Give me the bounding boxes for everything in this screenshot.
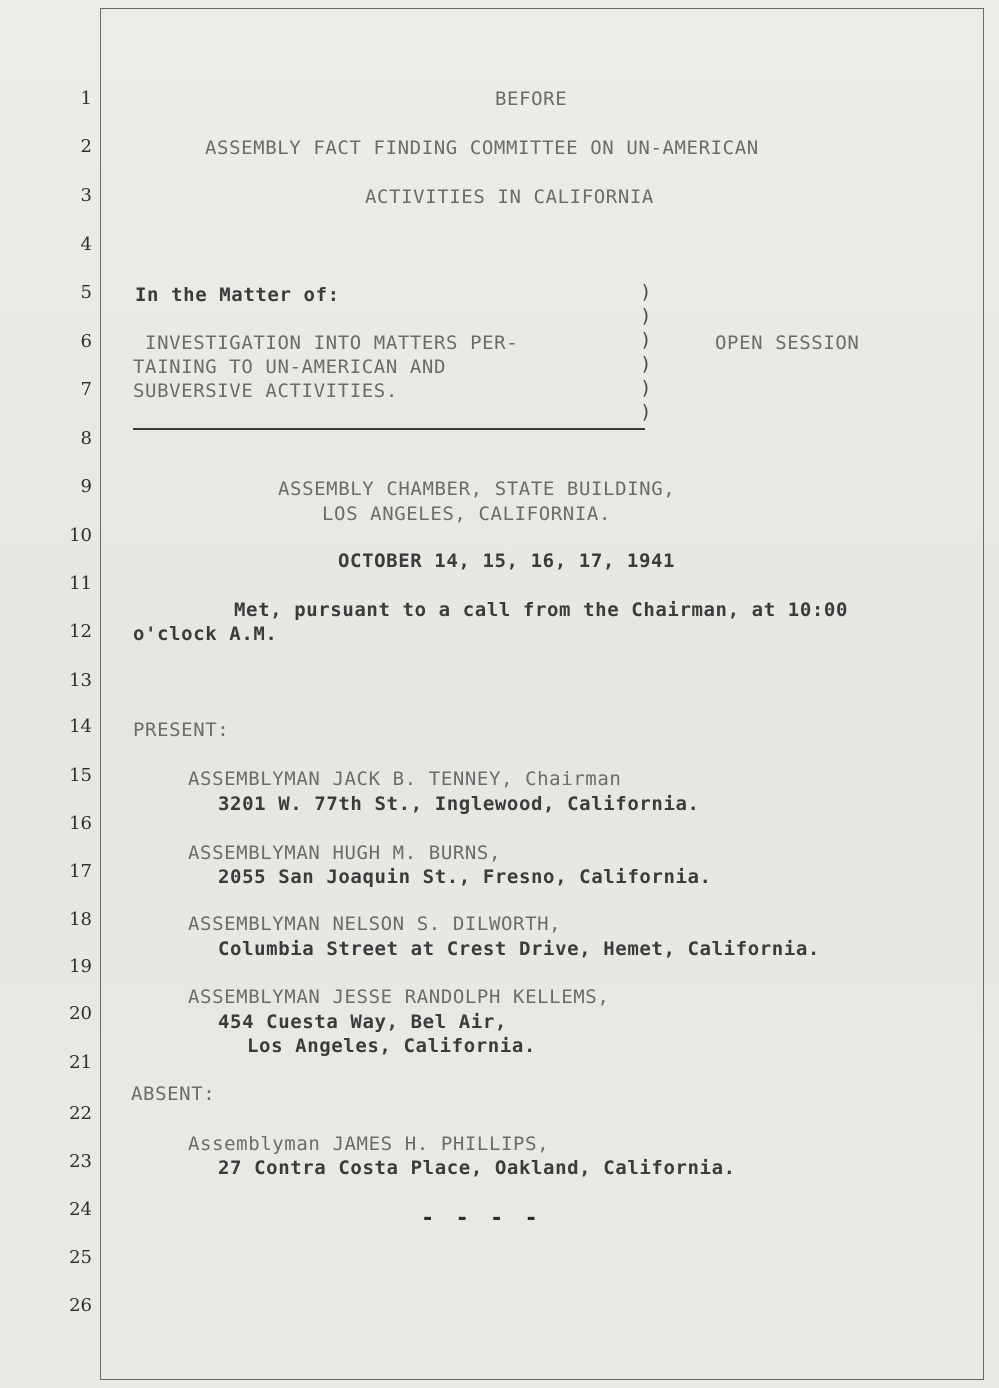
line-number: 4 — [80, 234, 92, 255]
line-number: 15 — [69, 765, 92, 786]
line-number: 22 — [69, 1103, 92, 1124]
location-line: LOS ANGELES, CALIFORNIA. — [322, 503, 611, 525]
line-number: 26 — [69, 1295, 92, 1316]
line-number: 9 — [80, 476, 92, 497]
absent-label: ABSENT: — [131, 1083, 216, 1105]
caption-rule — [133, 428, 645, 430]
line-number: 13 — [69, 670, 92, 691]
line-number: 8 — [80, 428, 92, 449]
member-address: 3201 W. 77th St., Inglewood, California. — [218, 793, 700, 815]
line-number: 20 — [69, 1003, 92, 1024]
line-number: 23 — [69, 1151, 92, 1172]
session-type: OPEN SESSION — [715, 332, 860, 354]
present-label: PRESENT: — [133, 719, 230, 741]
line-number: 7 — [80, 379, 92, 400]
section-separator: - - - - — [421, 1206, 542, 1231]
line-number: 17 — [69, 861, 92, 882]
member-address: Los Angeles, California. — [247, 1035, 536, 1057]
line-number: 21 — [69, 1052, 92, 1073]
line-number: 1 — [80, 88, 92, 109]
member-address: Columbia Street at Crest Drive, Hemet, California. — [218, 938, 820, 960]
line-number: 10 — [69, 525, 92, 546]
member-address: 454 Cuesta Way, Bel Air, — [218, 1011, 507, 1033]
case-caption-bracket: ) ) ) ) ) ) — [640, 281, 652, 423]
matter-description-line: SUBVERSIVE ACTIVITIES. — [133, 380, 398, 402]
line-number: 6 — [80, 331, 92, 352]
line-number: 14 — [69, 716, 92, 737]
line-number: 12 — [69, 621, 92, 642]
line-number: 25 — [69, 1247, 92, 1268]
line-number: 2 — [80, 136, 92, 157]
opening-statement: Met, pursuant to a call from the Chairman, at 10:00 — [234, 599, 848, 621]
committee-title: ASSEMBLY FACT FINDING COMMITTEE ON UN-AMERICAN — [205, 137, 759, 159]
opening-statement: o'clock A.M. — [133, 623, 278, 645]
member-name: ASSEMBLYMAN JACK B. TENNEY, Chairman — [188, 768, 622, 790]
matter-label: In the Matter of: — [135, 284, 340, 306]
location-line: ASSEMBLY CHAMBER, STATE BUILDING, — [278, 478, 676, 500]
heading-before: BEFORE — [495, 88, 568, 110]
line-number: 19 — [69, 956, 92, 977]
hearing-dates: OCTOBER 14, 15, 16, 17, 1941 — [338, 550, 676, 572]
matter-description-line: TAINING TO UN-AMERICAN AND — [133, 356, 447, 378]
member-name: ASSEMBLYMAN JESSE RANDOLPH KELLEMS, — [188, 986, 610, 1008]
matter-description-line: INVESTIGATION INTO MATTERS PER- — [133, 332, 519, 354]
member-address: 27 Contra Costa Place, Oakland, California. — [218, 1157, 736, 1179]
line-number: 11 — [69, 573, 92, 594]
member-name: ASSEMBLYMAN HUGH M. BURNS, — [188, 842, 502, 864]
member-address: 2055 San Joaquin St., Fresno, California. — [218, 866, 712, 888]
committee-subtitle: ACTIVITIES IN CALIFORNIA — [365, 186, 654, 208]
line-number: 3 — [80, 185, 92, 206]
line-number: 18 — [69, 909, 92, 930]
member-name: Assemblyman JAMES H. PHILLIPS, — [188, 1133, 550, 1155]
line-number: 5 — [80, 282, 92, 303]
member-name: ASSEMBLYMAN NELSON S. DILWORTH, — [188, 913, 562, 935]
line-number: 24 — [69, 1199, 92, 1220]
line-number: 16 — [69, 813, 92, 834]
